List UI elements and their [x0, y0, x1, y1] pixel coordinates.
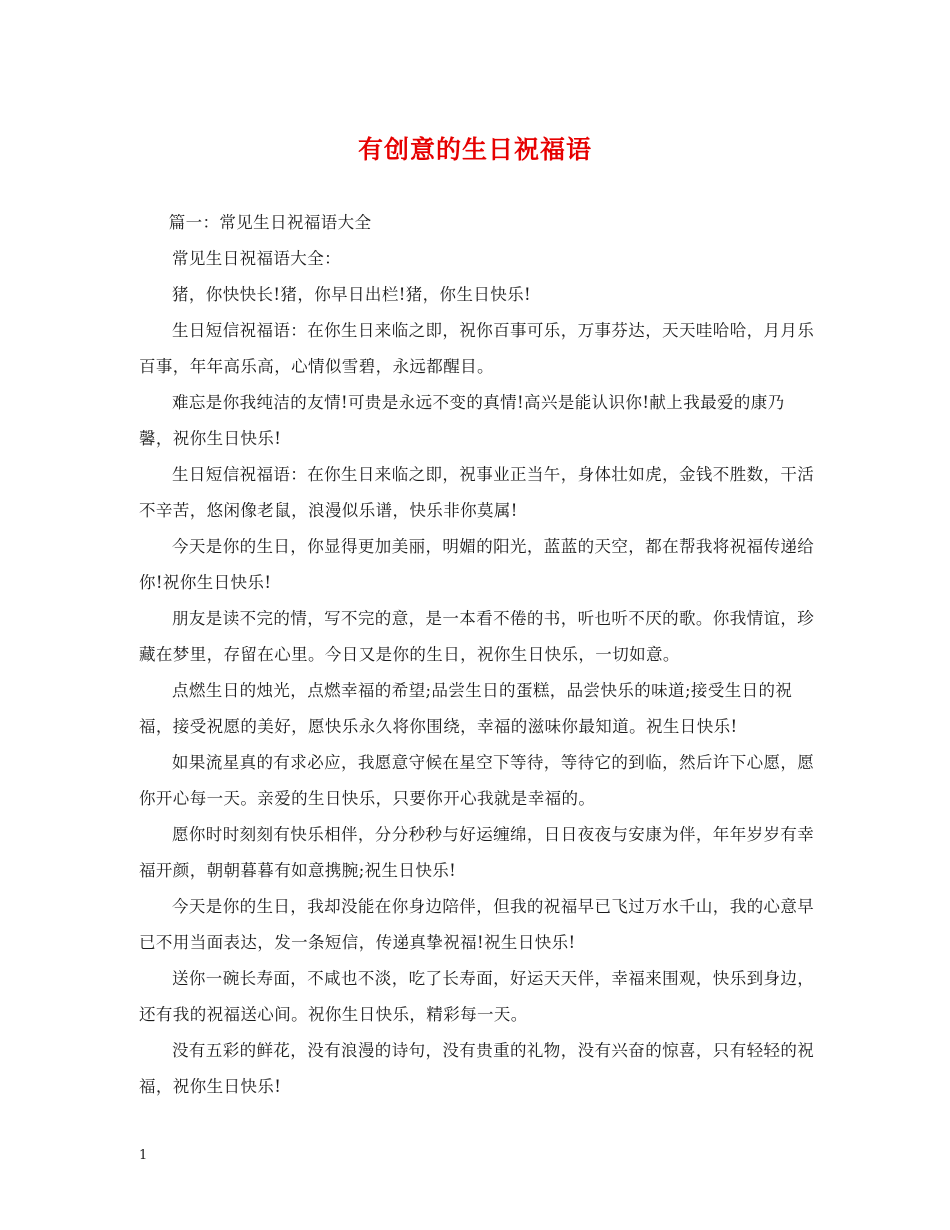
paragraph: 朋友是读不完的情，写不完的意，是一本看不倦的书，听也听不厌的歌。你我情谊，珍藏在梦里，存留在心里。今日又是你的生日，祝你生日快乐，一切如意。 — [139, 609, 815, 664]
paragraph: 没有五彩的鲜花，没有浪漫的诗句，没有贵重的礼物，没有兴奋的惊喜，只有轻轻的祝福，祝你生日快乐! — [139, 1041, 815, 1096]
paragraph: 点燃生日的烛光，点燃幸福的希望;品尝生日的蛋糕，品尝快乐的味道;接受生日的祝福，接受祝愿的美好，愿快乐永久将你围绕，幸福的滋味你最知道。祝生日快乐! — [139, 681, 793, 736]
paragraph: 猪，你快快长!猪，你早日出栏!猪，你生日快乐! — [172, 285, 532, 304]
section-heading: 篇一：常见生日祝福语大全 — [168, 213, 372, 232]
page-number: 1 — [139, 1148, 148, 1163]
paragraph: 生日短信祝福语：在你生日来临之即，祝你百事可乐，万事芬达，天天哇哈哈，月月乐百事，年年高乐高，心情似雪碧，永远都醒目。 — [139, 321, 815, 376]
paragraph: 常见生日祝福语大全： — [172, 249, 341, 268]
paragraph: 愿你时时刻刻有快乐相伴，分分秒秒与好运缠绵，日日夜夜与安康为伴，年年岁岁有幸福开颜，朝朝暮暮有如意携腕;祝生日快乐! — [139, 825, 815, 880]
document-body — [139, 205, 815, 1105]
document-title: 有创意的生日祝福语 — [357, 135, 592, 164]
paragraph: 难忘是你我纯洁的友情!可贵是永远不变的真情!高兴是能认识你!献上我最爱的康乃馨，祝你生日快乐! — [139, 393, 785, 448]
paragraph: 送你一碗长寿面，不咸也不淡，吃了长寿面，好运天天伴，幸福来围观，快乐到身边，还有我的祝福送心间。祝你生日快乐，精彩每一天。 — [139, 969, 815, 1024]
paragraph: 今天是你的生日，我却没能在你身边陪伴，但我的祝福早已飞过万水千山，我的心意早已不用当面表达，发一条短信，传递真挚祝福!祝生日快乐! — [139, 897, 815, 952]
paragraph: 生日短信祝福语：在你生日来临之即，祝事业正当午，身体壮如虎，金钱不胜数，干活不辛苦，悠闲像老鼠，浪漫似乐谱，快乐非你莫属! — [139, 465, 815, 520]
paragraph: 如果流星真的有求必应，我愿意守候在星空下等待，等待它的到临，然后许下心愿，愿你开心每一天。亲爱的生日快乐，只要你开心我就是幸福的。 — [139, 753, 815, 808]
paragraph: 今天是你的生日，你显得更加美丽，明媚的阳光，蓝蓝的天空，都在帮我将祝福传递给你!祝你生日快乐! — [139, 537, 815, 592]
